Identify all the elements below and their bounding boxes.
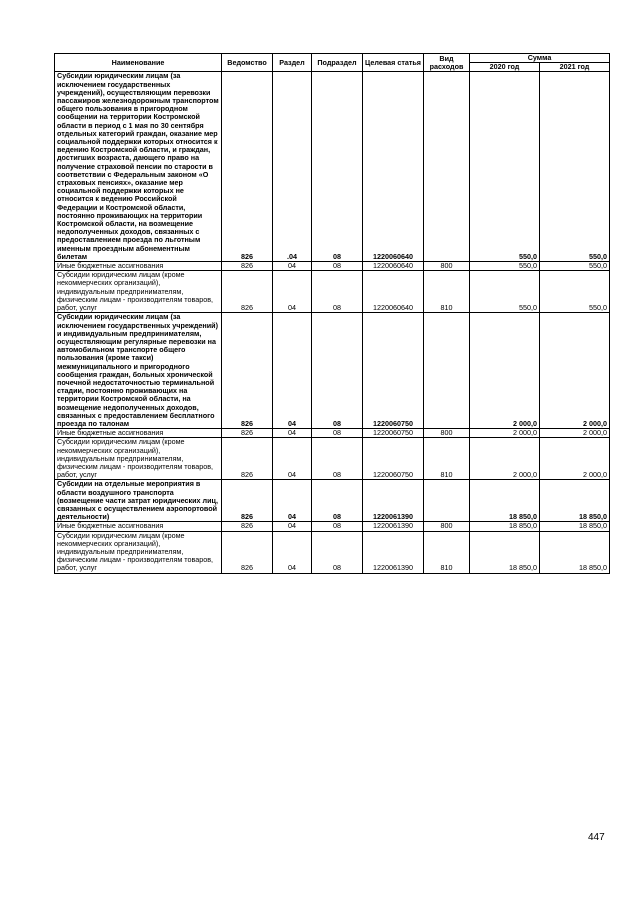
cell-vedomstvo: 826	[222, 531, 273, 573]
header-razdel: Раздел	[273, 54, 312, 72]
page-number: 447	[588, 832, 605, 843]
cell-vedomstvo: 826	[222, 72, 273, 262]
header-celevaya: Целевая статья	[363, 54, 424, 72]
cell-name: Иные бюджетные ассигнования	[55, 429, 222, 438]
cell-sum-2020: 18 850,0	[470, 480, 540, 522]
cell-celevaya: 1220060640	[363, 271, 424, 313]
cell-vid: 800	[424, 429, 470, 438]
cell-name: Субсидии юридическим лицам (за исключением государственных учреждений), осуществляющим перевозки пассажиров железнодорожным транспортом общего пользования в пригородном сообщении на территории Костромской области в период с 1 мая по 30 сентября отдельных категорий граждан, оказание мер социальной поддержки которых относится к ведению Костромской области, и граждан, достигших возраста, дающего право на получение страховой пенсии по старости в соответствии с Федеральным законом «О страховых пенсиях», оказание мер социальной поддержки которых не относится к ведению Российской Федерации и Костромской области, постоянно проживающих на территории Костромской области, на возмещение недополученных доходов, связанных с предоставлением проезда по льготным именным проездным абонементным билетам	[55, 72, 222, 262]
cell-celevaya: 1220061390	[363, 480, 424, 522]
budget-table-body	[55, 72, 610, 573]
header-vid: Вид расходов	[424, 54, 470, 72]
cell-podrazdel: 08	[312, 72, 363, 262]
cell-podrazdel: 08	[312, 438, 363, 480]
cell-name: Субсидии юридическим лицам (за исключением государственных учреждений) и индивидуальным предпринимателям, осуществляющим регулярные перевозки на автомобильном транспорте общего пользования (кроме такси) межмуниципального и пригородного сообщения граждан, больных хронической почечной недостаточностью терминальной стадии, постоянно проживающих на территории Костромской области, на возмещение недополученных доходов, связанных с предоставлением бесплатного проезда по талонам	[55, 313, 222, 429]
cell-sum-2020: 2 000,0	[470, 429, 540, 438]
cell-vedomstvo: 826	[222, 313, 273, 429]
cell-sum-2021: 550,0	[540, 271, 610, 313]
cell-podrazdel: 08	[312, 313, 363, 429]
cell-celevaya: 1220060640	[363, 72, 424, 262]
header-summa: Сумма	[470, 54, 610, 63]
cell-sum-2021: 2 000,0	[540, 313, 610, 429]
cell-vid	[424, 72, 470, 262]
header-podrazdel: Подраздел	[312, 54, 363, 72]
cell-razdel: 04	[273, 262, 312, 271]
header-year-2021: 2021 год	[540, 63, 610, 72]
cell-celevaya: 1220060750	[363, 438, 424, 480]
cell-sum-2020: 2 000,0	[470, 313, 540, 429]
cell-sum-2020: 18 850,0	[470, 522, 540, 531]
table-row	[55, 531, 610, 573]
cell-sum-2020: 2 000,0	[470, 438, 540, 480]
cell-podrazdel: 08	[312, 271, 363, 313]
cell-celevaya: 1220061390	[363, 522, 424, 531]
cell-vid: 810	[424, 271, 470, 313]
cell-sum-2021: 18 850,0	[540, 531, 610, 573]
cell-vedomstvo: 826	[222, 429, 273, 438]
table-row	[55, 480, 610, 522]
header-year-2020: 2020 год	[470, 63, 540, 72]
table-row	[55, 438, 610, 480]
cell-sum-2021: 18 850,0	[540, 480, 610, 522]
cell-name: Субсидии на отдельные мероприятия в области воздушного транспорта (возмещение части затрат юридических лиц, связанных с осуществлением аэропортовой деятельности)	[55, 480, 222, 522]
cell-razdel: 04	[273, 522, 312, 531]
cell-vedomstvo: 826	[222, 271, 273, 313]
cell-sum-2021: 2 000,0	[540, 429, 610, 438]
header-name: Наименование	[55, 54, 222, 72]
cell-razdel: 04	[273, 438, 312, 480]
cell-vid	[424, 313, 470, 429]
cell-name: Субсидии юридическим лицам (кроме некоммерческих организаций), индивидуальным предпринимателям, физическим лицам - производителям товаров, работ, услуг	[55, 531, 222, 573]
cell-sum-2020: 550,0	[470, 72, 540, 262]
cell-sum-2020: 18 850,0	[470, 531, 540, 573]
cell-podrazdel: 08	[312, 522, 363, 531]
table-row	[55, 72, 610, 262]
cell-name: Иные бюджетные ассигнования	[55, 522, 222, 531]
cell-sum-2021: 18 850,0	[540, 522, 610, 531]
cell-razdel: 04	[273, 429, 312, 438]
cell-razdel: 04	[273, 271, 312, 313]
cell-vid: 800	[424, 522, 470, 531]
cell-celevaya: 1220060750	[363, 313, 424, 429]
cell-celevaya: 1220060750	[363, 429, 424, 438]
cell-vedomstvo: 826	[222, 480, 273, 522]
cell-name: Субсидии юридическим лицам (кроме некоммерческих организаций), индивидуальным предпринимателям, физическим лицам - производителям товаров, работ, услуг	[55, 271, 222, 313]
table-row	[55, 313, 610, 429]
cell-vid	[424, 480, 470, 522]
cell-celevaya: 1220061390	[363, 531, 424, 573]
cell-razdel: 04	[273, 313, 312, 429]
cell-vedomstvo: 826	[222, 438, 273, 480]
cell-sum-2021: 550,0	[540, 262, 610, 271]
cell-razdel: 04	[273, 531, 312, 573]
cell-podrazdel: 08	[312, 480, 363, 522]
cell-podrazdel: 08	[312, 262, 363, 271]
table-row	[55, 522, 610, 531]
cell-razdel: 04	[273, 480, 312, 522]
cell-vid: 810	[424, 438, 470, 480]
cell-vid: 800	[424, 262, 470, 271]
budget-table	[54, 53, 610, 574]
cell-razdel: .04	[273, 72, 312, 262]
header-vedomstvo: Ведомство	[222, 54, 273, 72]
cell-sum-2020: 550,0	[470, 262, 540, 271]
cell-name: Иные бюджетные ассигнования	[55, 262, 222, 271]
cell-sum-2020: 550,0	[470, 271, 540, 313]
cell-vedomstvo: 826	[222, 522, 273, 531]
cell-sum-2021: 2 000,0	[540, 438, 610, 480]
cell-podrazdel: 08	[312, 429, 363, 438]
table-row	[55, 271, 610, 313]
cell-sum-2021: 550,0	[540, 72, 610, 262]
cell-name: Субсидии юридическим лицам (кроме некоммерческих организаций), индивидуальным предпринимателям, физическим лицам - производителям товаров, работ, услуг	[55, 438, 222, 480]
cell-vid: 810	[424, 531, 470, 573]
cell-vedomstvo: 826	[222, 262, 273, 271]
cell-podrazdel: 08	[312, 531, 363, 573]
cell-celevaya: 1220060640	[363, 262, 424, 271]
